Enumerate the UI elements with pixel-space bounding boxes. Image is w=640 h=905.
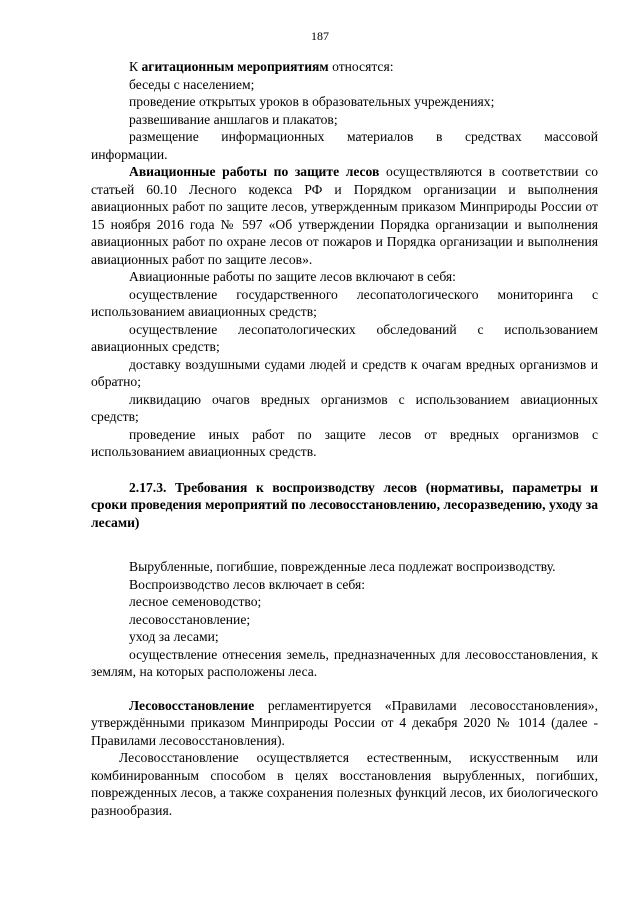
section-heading: 2.17.3. Требования к воспроизводству лесов (нормативы, параметры и сроки проведения мероприятий по лесовосстановлению, лесоразведению, уходу за лесами) (91, 479, 598, 530)
reproduction-item: лесное семеноводство; (129, 594, 262, 609)
reproduction-item: уход за лесами; (129, 629, 219, 644)
reforestation-paragraph (91, 697, 598, 750)
aviation-item: ликвидацию очагов вредных организмов с использованием авиационных средств; (91, 391, 598, 424)
document-body (91, 58, 598, 819)
aviation-item: доставку воздушными судами людей и средств к очагам вредных организмов и обратно; (91, 356, 598, 389)
page-number: 187 (311, 29, 329, 43)
reforestation-paragraph-2: Лесовосстановление осуществляется естественным, искусственным или комбинированным способом в целях восстановления вырубленных, погибших, поврежденных лесов, а также сохранения полезных функций лесов, их биологического разнообразия. (91, 750, 598, 818)
agitation-item: развешивание аншлагов и плакатов; (129, 111, 338, 127)
agitation-intro (91, 58, 598, 76)
aviation-bold-lead: Авиационные работы по защите лесов (129, 164, 380, 179)
aviation-paragraph (91, 163, 598, 268)
agitation-item: беседы с населением; (129, 76, 255, 92)
reproduction-paragraph: Вырубленные, погибшие, поврежденные леса подлежат воспроизводству. (129, 559, 556, 574)
agitation-intro-bold: агитационным мероприятиям (141, 59, 329, 74)
aviation-includes-intro: Авиационные работы по защите лесов включают в себя: (129, 269, 456, 284)
reproduction-item: лесовосстановление; (129, 611, 251, 627)
aviation-item: осуществление государственного лесопатологического мониторинга с использованием авиационных средств; (91, 286, 598, 319)
reproduction-includes-intro: Воспроизводство лесов включает в себя: (129, 576, 366, 592)
agitation-item-last-line1: размещение информационных материалов в средствах массовой (129, 129, 598, 144)
agitation-item: проведение открытых уроков в образовательных учреждениях; (129, 94, 495, 109)
aviation-item: проведение иных работ по защите лесов от вредных организмов с использованием авиационных средств. (91, 426, 598, 459)
agitation-intro-prefix: К (129, 59, 142, 74)
agitation-item-last-line2: информации. (91, 146, 168, 162)
aviation-text: осуществляются в соответствии со статьей 60.10 Лесного кодекса РФ и Порядком организации и выполнения авиационных работ по защите лесов, утвержденным приказом Минприроды России от 15 ноября 2016 года № 597 «Об утверждении Порядка организации и выполнения авиационных работ по охране лесов от пожаров и Порядка организации и выполнения авиационных работ по защите лесов». (91, 164, 598, 267)
reforestation-bold-lead: Лесовосстановление (129, 697, 255, 713)
reproduction-item: осуществление отнесения земель, предназначенных для лесовосстановления, к землям, на которых расположены леса. (91, 646, 598, 679)
reforestation-text: регламентируется «Правилами лесовосстановления», утверждёнными приказом Минприроды России от 4 декабря 2020 № 1014 (далее - Правилами лесовосстановления). (91, 697, 598, 748)
agitation-intro-suffix: относятся: (328, 59, 394, 74)
aviation-item: осуществление лесопатологических обследований с использованием авиационных средств; (91, 321, 598, 354)
